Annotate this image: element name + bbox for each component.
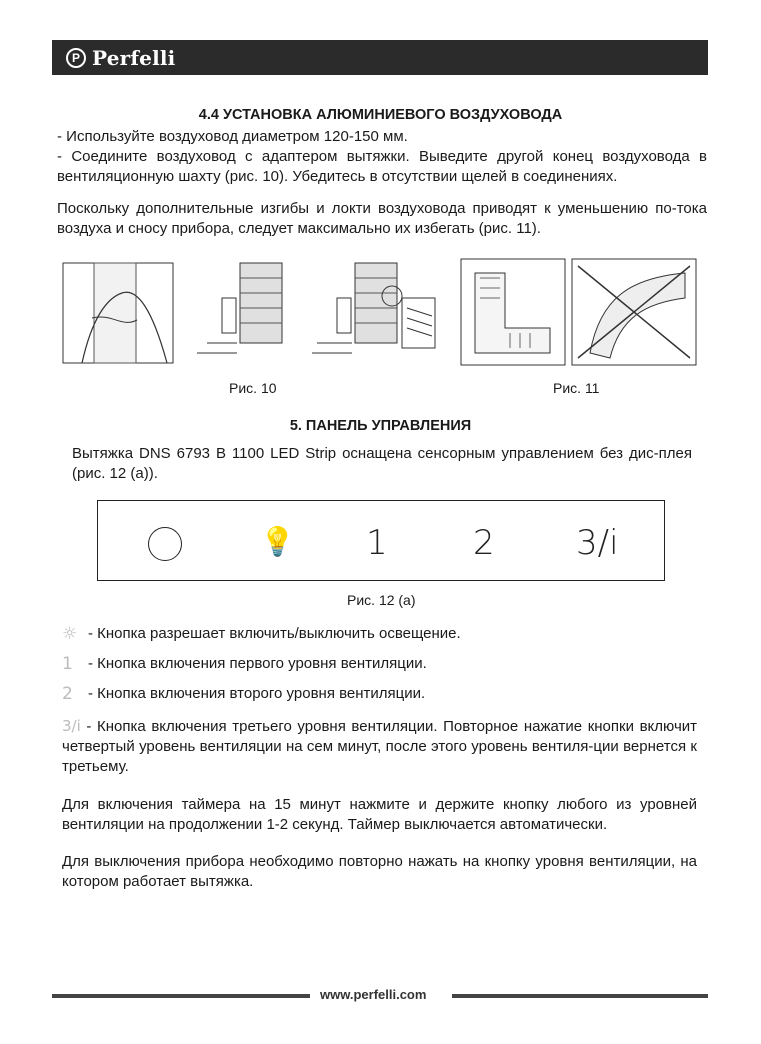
bullet-level-1 [62, 654, 427, 674]
para-panel-intro: Вытяжка DNS 6793 B 1100 LED Strip оснащена сенсорным управлением без дис-плея (рис. 12 (a)). [72, 445, 692, 482]
light-bulb-icon: ☼ [62, 624, 78, 644]
light-button[interactable] [260, 525, 295, 558]
header-bar [52, 40, 708, 75]
bullet-level-3 [62, 716, 697, 777]
bullet-level-3-text: - Кнопка включения третьего уровня вентиляции. Повторное нажатие кнопки включит четвертый уровень вентиляции на сем минут, после этого уровень вентиля-ции вернется к третьему. [62, 718, 698, 775]
footer-line-right [452, 994, 708, 998]
fig11-illustration [460, 258, 698, 368]
bullet-light-text: - Кнопка разрешает включить/выключить освещение. [88, 625, 461, 642]
para-duct-diameter: - Используйте воздуховод диаметром 120-150 мм. [57, 128, 408, 145]
control-panel [97, 500, 665, 581]
para-off: Для выключения прибора необходимо повторно нажать на кнопку уровня вентиляции, на котором работает вытяжка. [62, 853, 697, 890]
para-avoid-bends: Поскольку дополнительные изгибы и локти воздуховода приводят к уменьшению по-тока воздуха и сносу прибора, следует максимально их избегать (рис. 11). [57, 200, 707, 237]
bullet-level-1-text: - Кнопка включения первого уровня вентиляции. [88, 655, 427, 672]
para-duct-connect: - Соедините воздуховод с адаптером вытяжки. Выведите другой конец воздуховода в вентиляционную шахту (рис. 10). Убедитесь в отсутствии щелей в соединениях. [57, 148, 707, 185]
footer-line-left [52, 994, 310, 998]
light-bulb-icon: 💡 [260, 525, 295, 558]
brand-logo [66, 45, 176, 70]
power-button[interactable] [148, 527, 182, 561]
fan-level-1-button[interactable]: 1 [366, 523, 388, 563]
digit-three-info-icon: 3/i [62, 717, 81, 735]
fig12-caption: Рис. 12 (a) [347, 592, 416, 608]
fan-level-3-button[interactable]: 3/i [576, 523, 619, 563]
digit-two-icon: 2 [62, 684, 73, 704]
section-5-title: 5. ПАНЕЛЬ УПРАВЛЕНИЯ [289, 418, 472, 434]
para-timer: Для включения таймера на 15 минут нажмите и держите кнопку любого из уровней вентиляции на продолжении 1-2 секунд. Таймер выключается автоматически. [62, 796, 697, 833]
brand-name: Perfelli [92, 45, 176, 70]
fan-level-2-button[interactable]: 2 [473, 523, 495, 563]
bullet-level-2 [62, 684, 425, 704]
digit-one-icon: 1 [62, 654, 73, 674]
fig11-caption: Рис. 11 [553, 380, 600, 396]
fig10-caption: Рис. 10 [229, 380, 277, 396]
section-4-4-title: 4.4 УСТАНОВКА АЛЮМИНИЕВОГО ВОЗДУХОВОДА [198, 107, 563, 123]
fig10-illustration [62, 258, 439, 370]
logo-icon: P [66, 48, 86, 68]
footer-url[interactable]: www.perfelli.com [320, 987, 427, 1002]
bullet-light [62, 624, 461, 644]
bullet-level-2-text: - Кнопка включения второго уровня вентиляции. [88, 685, 426, 702]
